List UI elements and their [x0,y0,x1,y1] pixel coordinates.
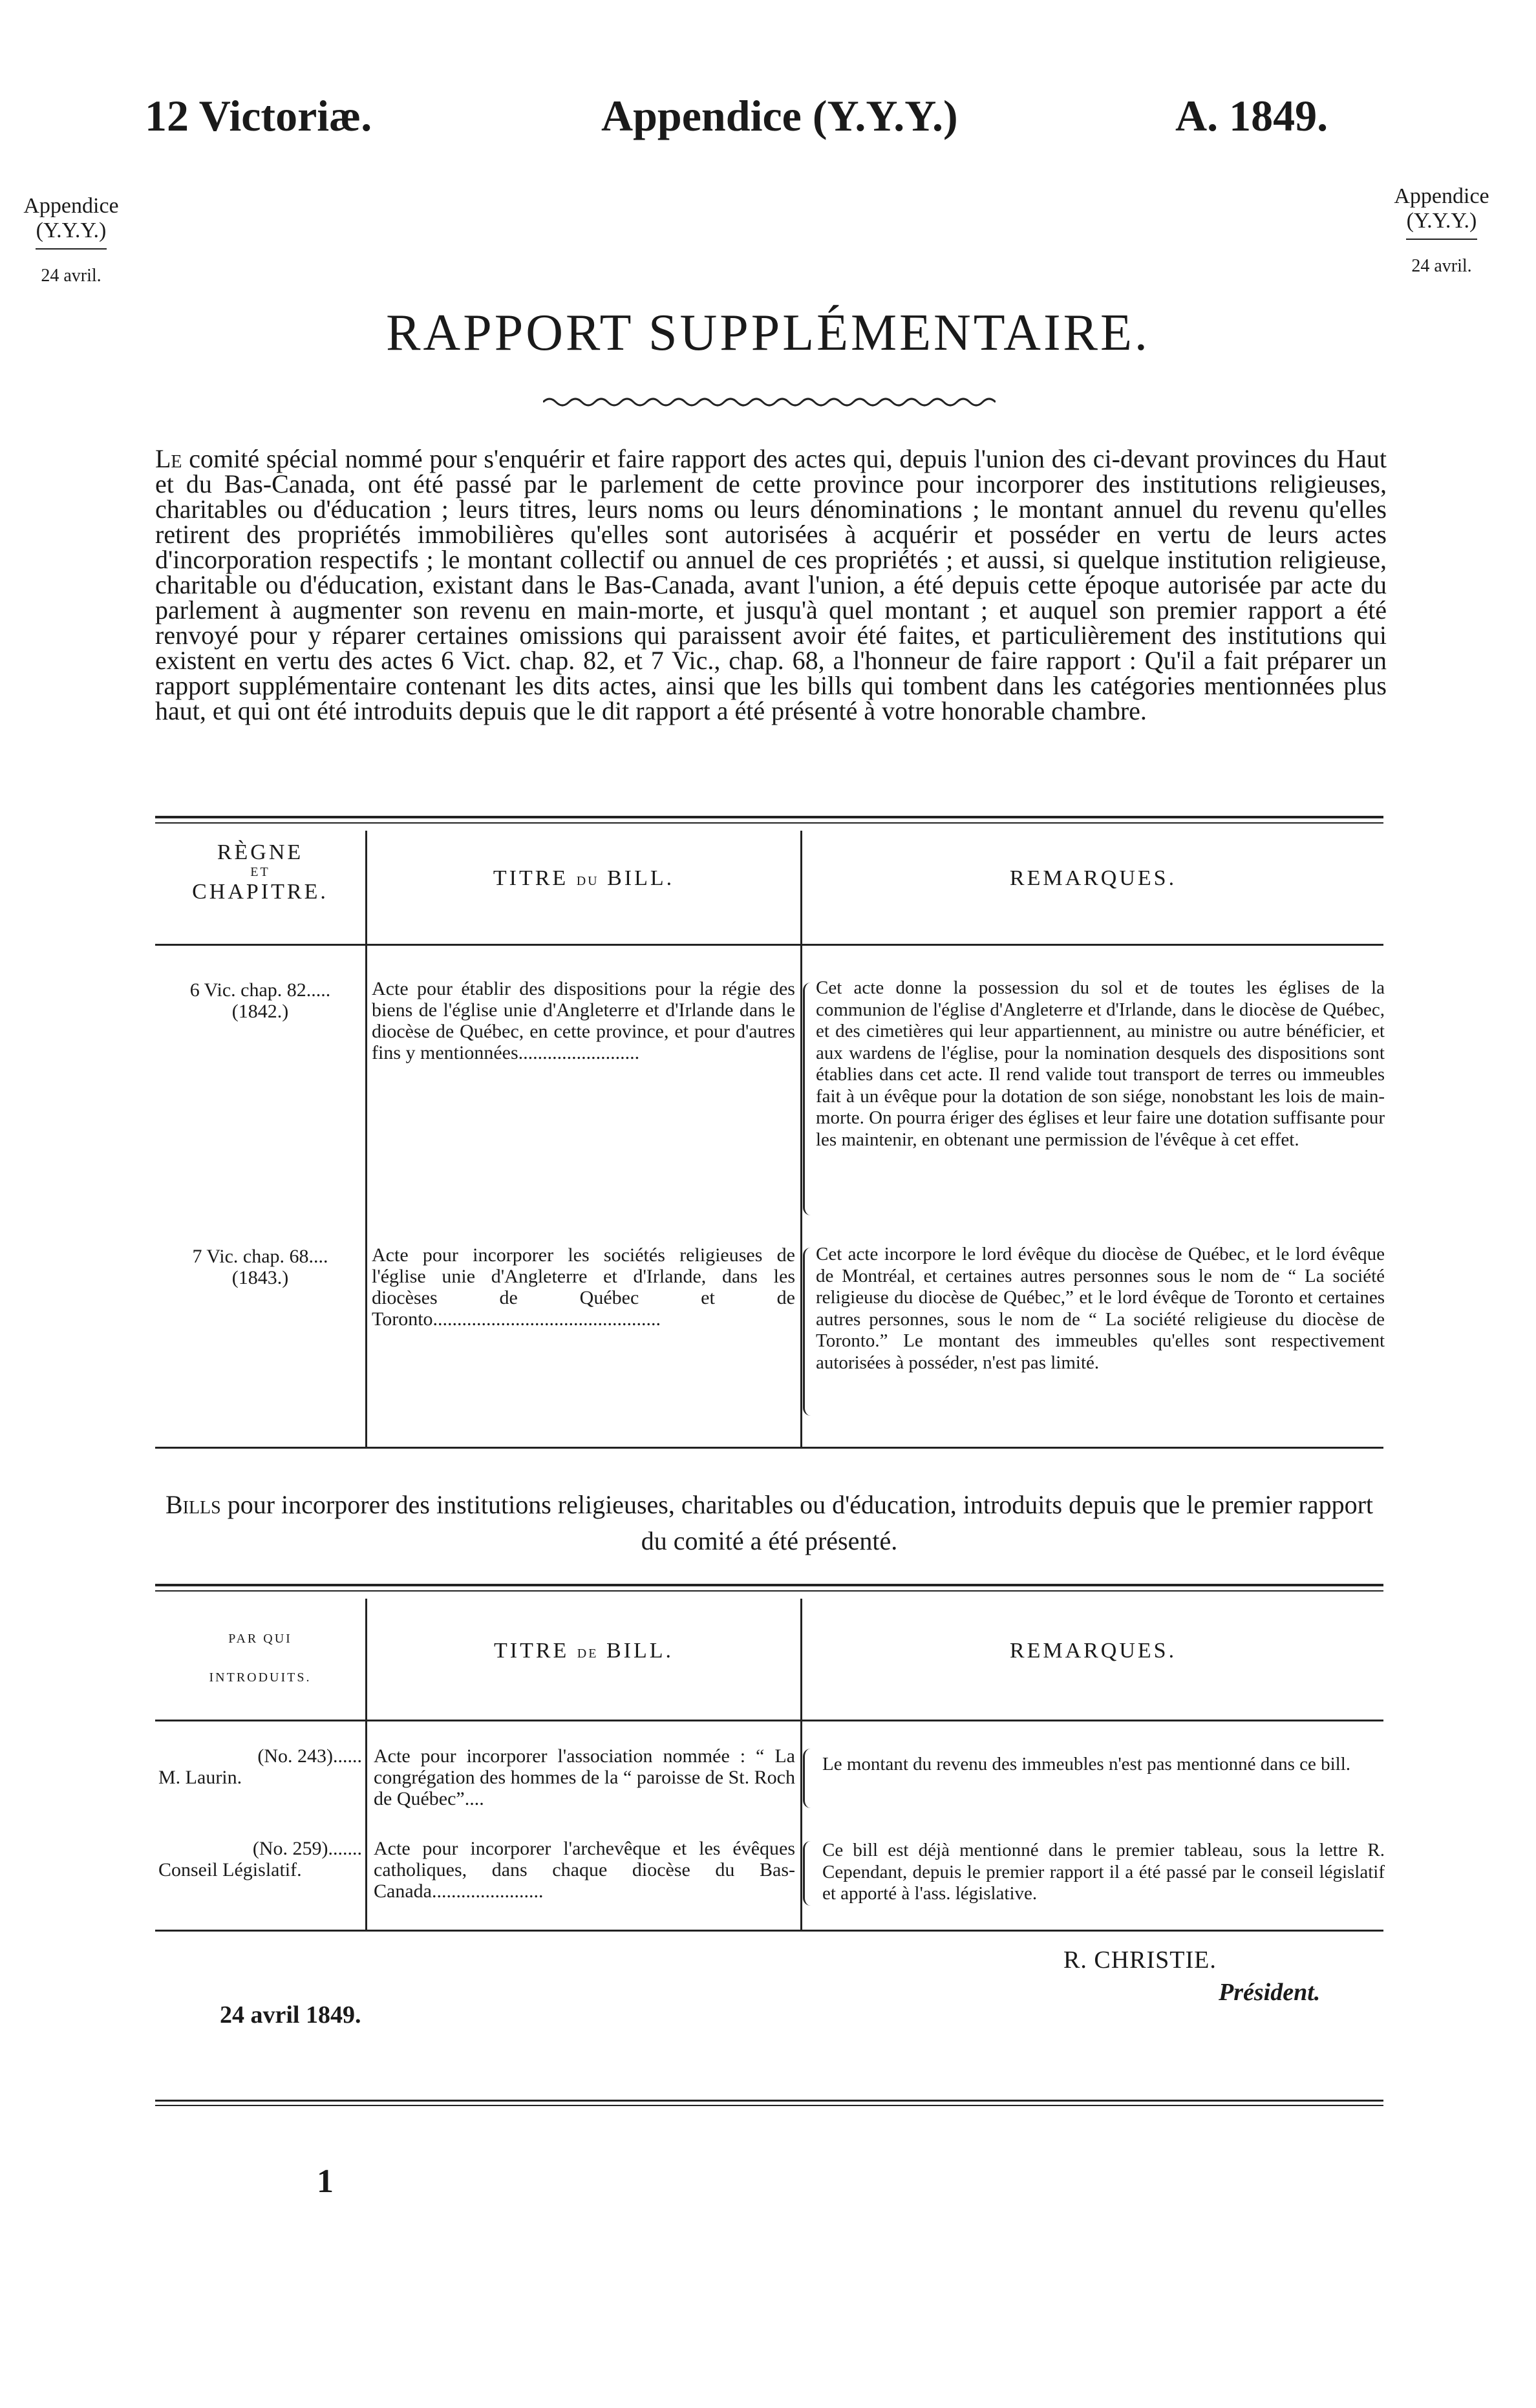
table1-bottom-rule [155,1447,1383,1449]
table2-header-remarks: REMARQUES. [1009,1639,1177,1663]
table1-header-reign [155,840,365,904]
bills-heading [155,1487,1383,1559]
intro-lead: Le [155,444,182,473]
margin-note-date: 24 avril. [1411,256,1472,276]
header-word: BILL. [607,866,675,890]
bill-introducer: Conseil Législatif. [158,1859,302,1881]
table-row-title: Acte pour incorporer l'association nommée : “ La congrégation des hommes de la “ paroisse de St. Roch de Québec”.... [374,1745,795,1809]
table-row-remarks: Cet acte incorpore le lord évêque du diocèse de Québec, et le lord évêque de Montréal, et certaines autres personnes sous le nom de “ La société religieuse du diocèse de Québec,” et le lord évêque de Toronto et certaines autres personnes, sous le nom de “ La société religieuse du diocèse de Toronto.” Le montant des immeubles qu'elles sont respectivement autorisées à posséder, n'est pas limité. [816,1244,1385,1373]
header-word: DE [577,1646,599,1661]
remarks-brace [803,1248,815,1416]
table2-header-introducer [155,1619,365,1697]
header-line: RÈGNE [217,840,304,864]
header-right: A. 1849. [1175,91,1328,140]
bills-heading-lead: Bills [165,1490,221,1519]
header-word: BILL. [606,1639,674,1663]
margin-note-line2: (Y.Y.Y.) [1406,209,1477,233]
table-row-introducer [158,1838,362,1881]
margin-brace [1406,239,1477,240]
table2-bottom-rule [155,1930,1383,1932]
remarks-brace [803,1841,815,1906]
signature-date: 24 avril 1849. [220,2001,361,2029]
header-line: INTRODUITS. [209,1670,312,1685]
table-row-remarks: Le montant du revenu des immeubles n'est pas mentionné dans ce bill. [822,1754,1351,1774]
bill-number: (No. 259)....... [252,1838,362,1859]
header-word: TITRE [493,866,569,890]
header-line: CHAPITRE. [192,880,328,904]
table-row-reign [158,979,362,1022]
table2-top-rule [155,1584,1383,1586]
header-center: Appendice (Y.Y.Y.) [601,91,958,140]
margin-note-date: 24 avril. [41,266,101,286]
reign-year: (1843.) [231,1267,289,1288]
bill-introducer: M. Laurin. [158,1767,242,1788]
bills-heading-text: pour incorporer des institutions religieuses, charitables ou d'éducation, introduits depuis que le premier rapport du comité a été présenté. [227,1490,1374,1555]
table-row-title: Acte pour établir des dispositions pour la régie des biens de l'église unie d'Angleterre et d'Irlande dans le diocèse de Québec, en cette province, et pour d'autres fins y mentionnées......................... [372,978,795,1063]
margin-note-right [1377,184,1506,279]
footer-rule-thin [155,2105,1383,2106]
document-title: RAPPORT SUPPLÉMENTAIRE. [386,304,1150,361]
title-ornament [543,394,996,410]
reign-year: (1842.) [231,1001,289,1022]
table-row-introducer [158,1745,362,1788]
table1-top-rule-thin [155,822,1383,824]
table-row-title: Acte pour incorporer l'archevêque et les évêques catholiques, dans chaque diocèse du Bas-Canada....................... [374,1838,795,1902]
margin-note-line1: Appendice [23,194,119,218]
page-number: 1 [317,2163,334,2200]
signature-role: Président. [1219,1979,1321,2006]
margin-brace [36,248,107,250]
remarks-brace [803,983,815,1215]
header-word: DU [576,874,599,888]
header-left: 12 Victoriæ. [145,91,372,140]
reign-chapter: 7 Vic. chap. 68.... [192,1246,328,1267]
header-line: PAR QUI [228,1632,292,1646]
remarks-brace [803,1749,815,1808]
table1-col-divider-1 [365,831,367,1448]
table1-header-title [367,866,800,891]
bill-number: (No. 243)...... [257,1745,362,1767]
header-line: ET [250,865,270,879]
table1-top-rule [155,816,1383,818]
table1-header-rule [155,944,1383,946]
reign-chapter: 6 Vic. chap. 82..... [189,979,331,1001]
intro-text: comité spécial nommé pour s'enquérir et faire rapport des actes qui, depuis l'union des ci-devant provinces du Haut et du Bas-Canada, ont été passé par le parlement de cette province pour incorporer des institutions religieuses, charitables ou d'éducation ; leurs titres, leurs noms ou leurs dénominations ; le montant annuel du revenu qu'elles retirent des propriétés immobilières qu'elles sont autorisées à acquérir et posséder en vertu de leurs actes d'incorporation respectifs ; le montant collectif ou annuel de ces propriétés ; et aussi, si quelque institution religieuse, charitable ou d'éducation, existant dans le Bas-Canada, avant l'union, a été depuis cette époque autorisée par acte du parlement à augmenter son revenu en main-morte, et jusqu'à quel montant ; et auquel son premier rapport a été renvoyé pour y réparer certaines omissions qui paraissent avoir été faites, et particulièrement des institutions qui existent en vertu des actes 6 Vict. chap. 82, et 7 Vic., chap. 68, a l'honneur de faire rapport : Qu'il a fait préparer un rapport supplémentaire contenant les dits actes, ainsi que les bills qui tombent dans les catégories mentionnées plus haut, et qui ont été introduits depuis que le dit rapport a été présenté à votre honorable chambre. [155,444,1387,725]
signature-name: R. CHRISTIE. [1063,1946,1217,1974]
margin-note-line1: Appendice [1394,184,1489,208]
table2-header-title [367,1639,800,1663]
footer-rule [155,2100,1383,2102]
table1-col-divider-2 [800,831,802,1448]
intro-paragraph [155,446,1387,723]
table2-header-rule [155,1720,1383,1721]
table-row-reign [158,1246,362,1288]
table1-header-remarks: REMARQUES. [1009,866,1177,890]
table-row-title: Acte pour incorporer les sociétés religieuses de l'église unie d'Angleterre et d'Irlande, dans les diocèses de Québec et de Toronto............................................... [372,1244,795,1330]
margin-note-left [6,194,136,288]
margin-note-line2: (Y.Y.Y.) [36,218,107,242]
header-word: TITRE [493,1639,570,1663]
table-row-remarks: Cet acte donne la possession du sol et de toutes les églises de la communion de l'église d'Angleterre et d'Irlande, dans le diocèse de Québec, et des cimetières qui leur appartiennent, au ministre ou autre bénéficier, et aux wardens de l'église, pour la nomination desquels des dispositions sont établies dans cet acte. Il rend valide tout transport de terres ou immeubles fait à un évêque pour la dotation de son siége, nonobstant les lois de main-morte. On pourra ériger des églises et leur faire une dotation suffisante pour les maintenir, en obtenant une permission de l'évêque à cet effet. [816,977,1385,1150]
table-row-remarks: Ce bill est déjà mentionné dans le premier tableau, sous la lettre R. Cependant, depuis le premier rapport il a été passé par le conseil législatif et apporté à l'ass. législative. [822,1840,1385,1904]
table2-top-rule-thin [155,1590,1383,1592]
